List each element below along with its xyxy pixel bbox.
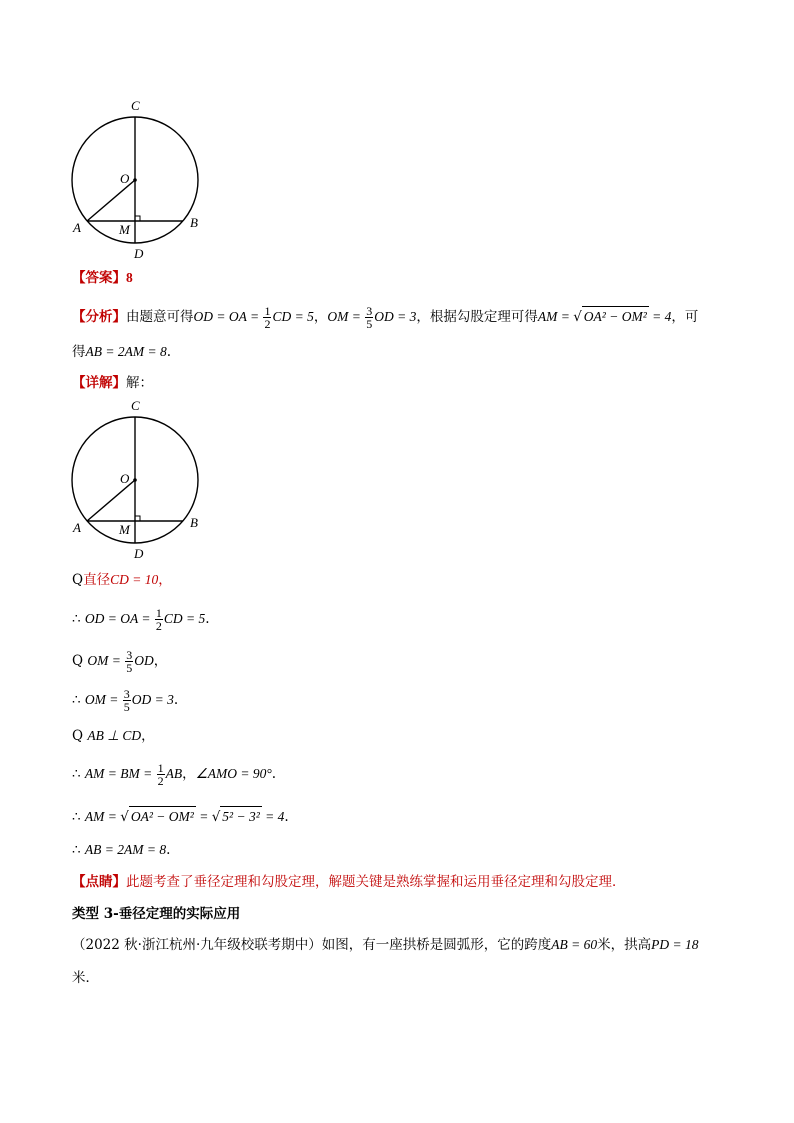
label-a: A [73,220,81,235]
circle-diagram-top [62,95,222,265]
label-m: M [119,222,130,237]
step-frac [155,607,163,632]
step-4 [72,688,178,713]
label-m: M [119,522,130,537]
label-b: B [190,215,198,230]
problem-eq1: AB = 60 [551,937,598,952]
center-point [133,178,137,182]
step-text: 直径 [83,572,111,588]
analysis-line2-end: . [166,344,172,360]
therefore-symbol: ∴ [72,692,81,708]
analysis-root: OA² − OM² [582,306,649,327]
label-o: O [120,471,130,486]
detail-line [72,373,153,393]
detail-intro: 解： [126,375,153,391]
step-sep: ， [182,766,196,782]
step-eq: OM = [87,653,125,668]
step-1 [72,570,172,590]
step-angle: ∠AMO = 90° [195,766,272,781]
frac-den: 2 [155,619,162,633]
step-end: . [284,809,289,825]
step-eq: OD = OA = [84,611,154,626]
sqrt-sign: √ [211,809,221,825]
step-end: . [173,692,179,708]
analysis-end: ，可 [671,309,699,325]
step-end: ， [158,572,172,588]
analysis-line2-eq: AB = 2AM = 8 [85,344,167,359]
circle-diagram-detail [62,395,222,565]
radius-oa [87,180,135,221]
step-eq: AB = 2AM = 8 [84,842,167,857]
frac-den: 2 [264,317,271,331]
step-tail: = 4 [261,809,285,824]
step-frac [123,688,131,713]
step-end: . [166,842,171,858]
step-root-2: 5² − 3² [220,806,261,827]
right-angle-mark [135,216,140,221]
comment-label: 【点睛】 [72,874,126,890]
step-end: ， [141,728,155,744]
analysis-line2-pre: 得 [72,344,86,360]
analysis-mid: ，根据勾股定理可得 [416,309,538,325]
center-point [133,478,137,482]
step-eq: OM = [84,692,122,707]
step-tail: AB [165,766,183,781]
frac-num: 1 [155,606,162,620]
label-a: A [73,520,81,535]
sqrt-sign: √ [120,809,129,825]
step-end: . [271,766,277,782]
step-eq: AB ⊥ CD [87,728,142,743]
label-c: C [131,398,140,413]
answer-label: 【答案】 [72,270,126,286]
frac-den: 5 [123,700,130,714]
label-d: D [134,246,144,261]
label-o: O [120,171,130,186]
comment-line [72,872,626,892]
step-end: ， [153,653,168,669]
because-symbol: Q [72,572,84,588]
analysis-eq1-tail: CD = 5 [272,309,314,324]
problem-source: （2022 秋·浙江杭州·九年级校联考期中） [72,937,322,953]
comment-text: 此题考查了垂径定理和勾股定理，解题关键是熟练掌握和运用垂径定理和勾股定理． [126,874,626,890]
analysis-frac1 [263,305,271,330]
analysis-frac2 [365,305,373,330]
frac-den: 2 [157,774,164,788]
step-eq2: = [195,809,212,824]
frac-num: 1 [157,761,164,775]
problem-line-2: 米． [72,970,99,986]
step-3 [72,649,167,674]
therefore-symbol: ∴ [72,842,81,858]
step-8 [72,840,170,860]
problem-text: 如图，有一座拱桥是圆弧形，它的跨度 [321,937,552,953]
frac-num: 3 [366,304,373,318]
answer-value: 8 [126,270,133,285]
frac-num: 3 [126,648,133,662]
analysis-label: 【分析】 [72,309,126,325]
step-tail: OD [134,653,154,668]
therefore-symbol: ∴ [72,611,81,627]
label-b: B [190,515,198,530]
analysis-line-2 [72,342,171,362]
step-end: . [205,611,210,627]
step-root-1: OA² − OM² [129,806,196,827]
analysis-sep: ， [313,309,328,325]
radius-oa [87,480,135,521]
therefore-symbol: ∴ [72,766,81,782]
analysis-eq2: OM = [327,309,365,324]
right-angle-mark [135,516,140,521]
step-eq: CD = 10 [110,572,159,587]
label-c: C [131,98,140,113]
step-eq: AM = [84,809,121,824]
analysis-eq1: OD = OA = [193,309,263,324]
analysis-eq2-tail: OD = 3 [374,309,417,324]
frac-num: 3 [123,687,130,701]
step-tail: CD = 5 [163,611,206,626]
detail-label: 【详解】 [72,375,126,391]
step-6 [72,762,276,787]
analysis-eq3: AM = [537,309,574,324]
label-d: D [134,546,144,561]
answer-line [72,268,133,288]
sqrt-sign: √ [573,309,582,325]
step-7 [72,806,289,827]
step-frac [157,762,165,787]
frac-den: 5 [366,317,373,331]
frac-den: 5 [126,661,133,675]
step-5 [72,726,155,746]
step-eq: AM = BM = [84,766,156,781]
section-title: 类型 3-垂径定理的实际应用 [72,906,241,922]
because-symbol: Q [72,653,84,669]
problem-mid: 米，拱高 [597,937,652,953]
analysis-eq3-tail: = 4 [648,309,672,324]
problem-line-1 [72,935,698,955]
step-frac [125,649,133,674]
problem-eq2: PD = 18 [651,937,699,952]
frac-num: 1 [264,304,271,318]
analysis-line-1 [72,305,698,330]
step-2 [72,607,210,632]
step-tail: OD = 3 [131,692,174,707]
therefore-symbol: ∴ [72,809,81,825]
because-symbol: Q [72,728,84,744]
analysis-intro: 由题意可得 [126,309,194,325]
